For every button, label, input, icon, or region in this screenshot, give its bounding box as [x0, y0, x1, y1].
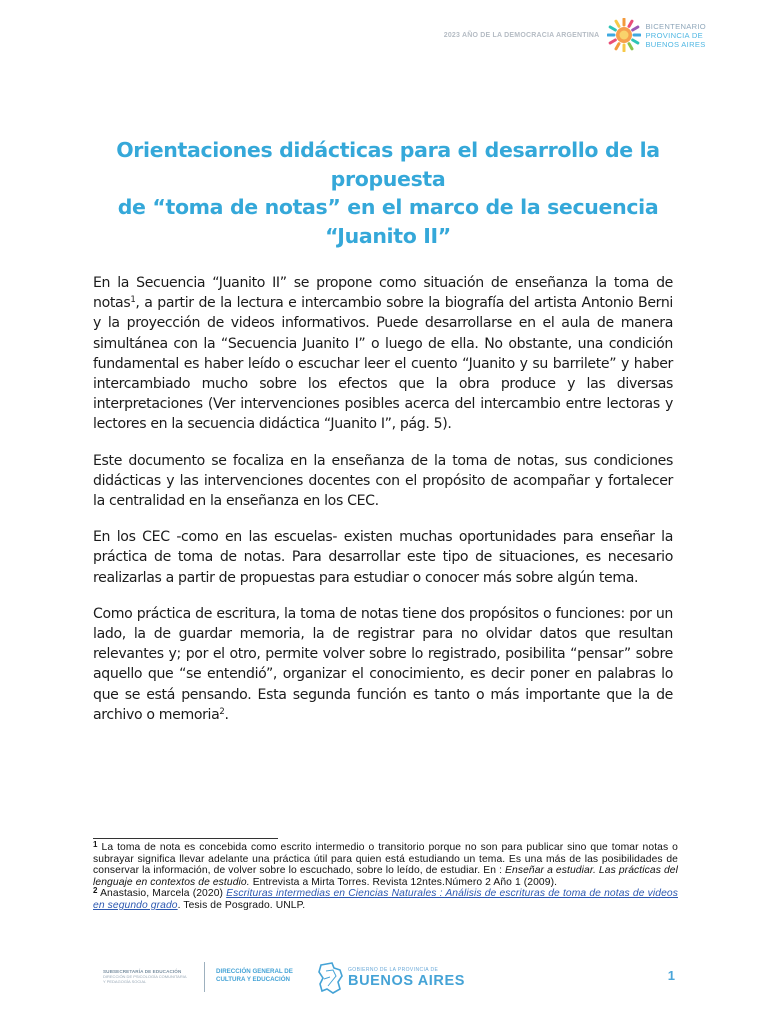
footnote-1-mark: 1	[93, 840, 98, 849]
title-line-2: de “toma de notas” en el marco de la secuencia “Juanito II”	[117, 195, 659, 248]
document-title	[93, 136, 683, 250]
bicentenario-sun-icon	[607, 18, 641, 52]
footnote-1-text: La toma de nota es concebida como escrito intermedio o transitorio porque no son para publicar sino que tomar notas o subrayar significa llevar adelante una práctica útil para quien está estudiando un tema. Es una más de las posibilidades de conservar la información, de volver sobre lo escuchado, sobre lo leído, de estudiar. En :	[93, 842, 678, 877]
paragraph-2: Este documento se focaliza en la enseñanza de la toma de notas, sus condiciones didácticas y las intervenciones docentes con el propósito de acompañar y fortalecer la centralidad en la enseñanza en los CEC.	[93, 452, 673, 510]
title-line-1: Orientaciones didácticas para el desarrollo de la propuesta	[116, 138, 660, 191]
page-header	[444, 18, 706, 52]
footnote-2-mark: 2	[93, 886, 98, 896]
province-map-icon	[318, 962, 344, 994]
footnote-ref-2[interactable]: 2	[219, 706, 225, 717]
dg-line-1: DIRECCIÓN GENERAL DE	[216, 968, 293, 975]
footnote-2-text: Anastasio, Marcela (2020)	[97, 888, 227, 900]
page-number: 1	[667, 968, 675, 983]
footnote-2	[93, 888, 678, 911]
subsecretaria-line-2: DIRECCIÓN DE PSICOLOGÍA COMUNITARIA	[103, 974, 187, 979]
gobierno-pba-logo	[318, 962, 465, 994]
paragraph-1-text-a: En la Secuencia “Juanito II” se propone como situación de enseñanza la toma de notas	[93, 275, 673, 312]
header-motto: 2023 AÑO DE LA DEMOCRACIA ARGENTINA	[443, 31, 600, 39]
footnote-2-link[interactable]: Escrituras intermedias en Ciencias Naturales : Análisis de escrituras de toma de notas de videos en segundo grado	[93, 888, 678, 911]
buenos-aires-label: BUENOS AIRES	[348, 973, 466, 989]
paragraph-3: En los CEC -como en las escuelas- existen muchas oportunidades para enseñar la práctica de toma de notas. Para desarrollar este tipo de situaciones, es necesario realizarlas a partir de propuestas para estudiar o conocer más sobre algún tema.	[93, 529, 673, 586]
gobierno-label: GOBIERNO DE LA PROVINCIA DE	[348, 967, 439, 973]
paragraph-4-text-b: .	[224, 706, 229, 723]
footnote-1-italic: Enseñar a estudiar. Las prácticas del lenguaje en contextos de estudio.	[93, 865, 678, 888]
footnote-1-tail: Entrevista a Mirta Torres. Revista 12ntes.Número 2 Año 1 (2009).	[249, 876, 558, 888]
subsecretaria-logo	[103, 969, 191, 984]
page-footer	[100, 962, 675, 998]
footnotes	[93, 842, 678, 912]
footnote-1	[93, 842, 678, 888]
bicentenario-logo-text	[645, 22, 706, 49]
footer-divider	[204, 962, 205, 992]
footnote-separator	[93, 838, 278, 839]
paragraph-4-text-a: Como práctica de escritura, la toma de notas tiene dos propósitos o funciones: por un lado, la de guardar memoria, la de registrar para no olvidar datos que resultan relevantes y; por el otro, permite volver sobre lo registrado, posibilita “pensar” sobre aquello que “se entendió”, organizar el conocimiento, es decir poner en palabras lo que se está pensando. Esta segunda función es tanto o más importante que la de archivo o memoria	[93, 605, 673, 723]
paragraph-1-text-b: , a partir de la lectura e intercambio sobre la biografía del artista Antonio Berni y la proyección de videos informativos. Puede desarrollarse en el aula de manera simultánea con la “Secuencia Juanito I” o luego de ella. No obstante, una condición fundamental es haber leído o escuchar leer el cuento “Juanito y su barrilete” y haber intercambiado mucho sobre los efectos que la obra produce y las diversas interpretaciones (Ver intervenciones posibles acerca del intercambio entre lectoras y lectores en la secuencia didáctica “Juanito I”, pág. 5).	[93, 295, 673, 433]
paragraph-1	[93, 273, 673, 435]
paragraph-4	[93, 604, 673, 725]
logo-line-3: BUENOS AIRES	[645, 39, 706, 49]
logo-line-2: PROVINCIA DE	[645, 30, 704, 40]
subsecretaria-line-3: Y PEDAGOGÍA SOCIAL	[103, 979, 147, 984]
dg-line-2: CULTURA Y EDUCACIÓN	[216, 976, 291, 983]
document-body	[93, 273, 673, 741]
footnote-ref-1[interactable]: 1	[130, 295, 136, 306]
logo-line-1: BICENTENARIO	[645, 21, 706, 31]
footnote-2-tail: . Tesis de Posgrado. UNLP.	[177, 899, 306, 911]
direccion-general-logo	[216, 968, 293, 984]
subsecretaria-line-1: SUBSECRETARÍA DE EDUCACIÓN	[103, 969, 182, 974]
